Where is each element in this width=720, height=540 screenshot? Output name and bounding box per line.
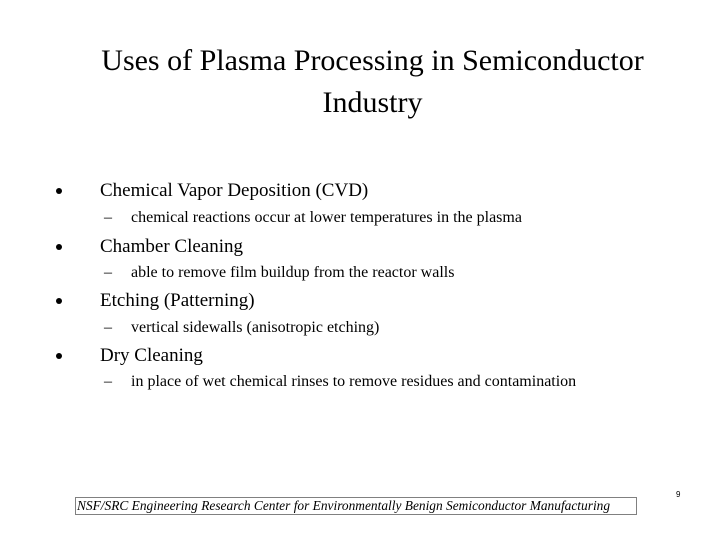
dash-marker-icon: – (104, 373, 112, 390)
bullet-text: Chamber Cleaning (100, 236, 243, 257)
bullet-dot-icon (56, 244, 62, 250)
sub-text: able to remove film buildup from the reactor walls (131, 264, 455, 281)
bullet-text: Etching (Patterning) (100, 290, 255, 311)
dash-marker-icon: – (104, 264, 112, 281)
bullet-dot-icon (56, 298, 62, 304)
footer-credit: NSF/SRC Engineering Research Center for Environmentally Benign Semiconductor Manufacturing (75, 497, 637, 515)
dash-marker-icon: – (104, 209, 112, 226)
dash-marker-icon: – (104, 319, 112, 336)
bullet-text: Dry Cleaning (100, 345, 203, 366)
page-number: 9 (676, 490, 681, 499)
bullet-dot-icon (56, 188, 62, 194)
title-line-2: Industry (322, 86, 423, 119)
sub-text: chemical reactions occur at lower temperatures in the plasma (131, 209, 522, 226)
title-line-1: Uses of Plasma Processing in Semiconductor (101, 44, 644, 77)
sub-text: vertical sidewalls (anisotropic etching) (131, 319, 380, 336)
sub-text: in place of wet chemical rinses to remove residues and contamination (131, 373, 577, 390)
bullet-dot-icon (56, 353, 62, 359)
bullet-text: Chemical Vapor Deposition (CVD) (100, 180, 369, 201)
